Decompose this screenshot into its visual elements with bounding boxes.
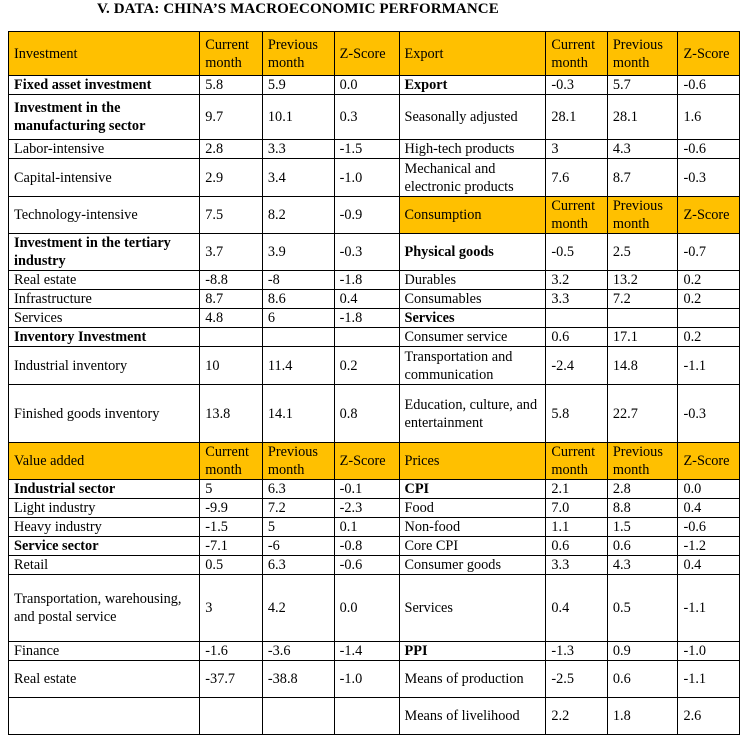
table-cell: 3.4 (262, 159, 334, 197)
table-cell: 8.2 (262, 197, 334, 234)
table-cell: 13.2 (607, 271, 678, 290)
table-row (9, 328, 740, 347)
table-cell: 14.1 (262, 385, 334, 443)
table-cell: 22.7 (607, 385, 678, 443)
table-cell: 0.4 (678, 556, 740, 575)
table-cell: 7.2 (262, 499, 334, 518)
table-cell: -1.0 (334, 661, 399, 698)
table-cell: Food (399, 499, 546, 518)
table-cell: 0.2 (334, 347, 399, 385)
table-cell: 0.9 (607, 642, 678, 661)
table-cell: High-tech products (399, 140, 546, 159)
table-cell: -2.5 (546, 661, 607, 698)
table-cell: 1.8 (607, 698, 678, 735)
table-cell: 6.3 (262, 556, 334, 575)
table-cell: Heavy industry (9, 518, 200, 537)
table-cell: -2.3 (334, 499, 399, 518)
table-cell: -0.6 (678, 140, 740, 159)
table-cell: -1.3 (546, 642, 607, 661)
table-cell (546, 309, 607, 328)
table-cell: 5 (262, 518, 334, 537)
table-cell: -1.5 (334, 140, 399, 159)
table-cell: 1.6 (678, 95, 740, 140)
table-cell: 10 (200, 347, 263, 385)
table-cell: 2.1 (546, 480, 607, 499)
table-cell: Labor-intensive (9, 140, 200, 159)
header-cell: Previous month (607, 443, 678, 480)
table-cell: Services (9, 309, 200, 328)
table-cell: -8 (262, 271, 334, 290)
header-cell: Z-Score (678, 32, 740, 76)
table-cell: 5.8 (200, 76, 263, 95)
table-cell: -1.4 (334, 642, 399, 661)
table-row (9, 480, 740, 499)
table-row (9, 197, 740, 234)
table-cell: Fixed asset investment (9, 76, 200, 95)
table-cell: Services (399, 575, 546, 642)
table-cell: 7.6 (546, 159, 607, 197)
table-cell: 0.0 (334, 76, 399, 95)
table-cell: Consumer service (399, 328, 546, 347)
table-cell: Education, culture, and entertainment (399, 385, 546, 443)
table-cell: 0.6 (607, 537, 678, 556)
table-cell: 3.3 (546, 290, 607, 309)
table-cell: 0.4 (546, 575, 607, 642)
table-cell: 3.9 (262, 234, 334, 271)
table-cell: 3.3 (262, 140, 334, 159)
table-cell: -0.3 (678, 159, 740, 197)
table-cell: 10.1 (262, 95, 334, 140)
header-cell: Current month (200, 32, 263, 76)
table-cell: 3 (546, 140, 607, 159)
header-cell: Consumption (399, 197, 546, 234)
table-cell: 6.3 (262, 480, 334, 499)
table-cell: 11.4 (262, 347, 334, 385)
table-cell: -7.1 (200, 537, 263, 556)
header-cell: Previous month (262, 443, 334, 480)
table-row (9, 556, 740, 575)
table-cell: Real estate (9, 271, 200, 290)
table-cell: -0.3 (546, 76, 607, 95)
table-cell: 5.7 (607, 76, 678, 95)
table-cell: -0.1 (334, 480, 399, 499)
macro-data-table (8, 31, 740, 735)
table-cell: Non-food (399, 518, 546, 537)
header-cell: Current month (546, 197, 607, 234)
table-cell: -1.0 (334, 159, 399, 197)
table-row (9, 32, 740, 76)
table-row (9, 159, 740, 197)
header-cell: Previous month (607, 197, 678, 234)
table-cell: Industrial sector (9, 480, 200, 499)
header-cell: Prices (399, 443, 546, 480)
table-cell: 0.3 (334, 95, 399, 140)
table-cell: 8.6 (262, 290, 334, 309)
table-cell: CPI (399, 480, 546, 499)
table-cell: 7.5 (200, 197, 263, 234)
table-cell: 5 (200, 480, 263, 499)
table-cell: Investment in the tertiary industry (9, 234, 200, 271)
table-row (9, 499, 740, 518)
table-cell: 0.6 (607, 661, 678, 698)
table-cell: 0.2 (678, 271, 740, 290)
table-cell: -0.3 (334, 234, 399, 271)
table-cell: Industrial inventory (9, 347, 200, 385)
table-row (9, 385, 740, 443)
table-cell: 3.2 (546, 271, 607, 290)
table-cell: Seasonally adjusted (399, 95, 546, 140)
header-cell: Current month (546, 32, 607, 76)
table-cell: 4.3 (607, 556, 678, 575)
table-cell (262, 698, 334, 735)
table-cell: -0.6 (678, 76, 740, 95)
table-cell: 5.8 (546, 385, 607, 443)
table-cell: Technology-intensive (9, 197, 200, 234)
table-cell: 2.9 (200, 159, 263, 197)
table-row (9, 575, 740, 642)
table-cell: -0.8 (334, 537, 399, 556)
table-cell: -0.7 (678, 234, 740, 271)
table-cell: 0.6 (546, 328, 607, 347)
header-cell: Z-Score (678, 197, 740, 234)
table-row (9, 290, 740, 309)
table-cell: -0.9 (334, 197, 399, 234)
table-cell: -1.8 (334, 271, 399, 290)
table-row (9, 347, 740, 385)
table-cell: -9.9 (200, 499, 263, 518)
table-cell: Inventory Investment (9, 328, 200, 347)
table-cell: 14.8 (607, 347, 678, 385)
table-cell: -1.8 (334, 309, 399, 328)
table-cell: 4.2 (262, 575, 334, 642)
table-cell: -0.3 (678, 385, 740, 443)
table-cell: 28.1 (546, 95, 607, 140)
table-cell: 0.5 (607, 575, 678, 642)
table-cell: 0.2 (678, 328, 740, 347)
table-cell: 3.7 (200, 234, 263, 271)
table-row (9, 642, 740, 661)
table-cell (334, 698, 399, 735)
table-cell: 0.6 (546, 537, 607, 556)
table-row (9, 698, 740, 735)
table-cell: 0.5 (200, 556, 263, 575)
table-body (9, 32, 740, 735)
table-cell: 28.1 (607, 95, 678, 140)
table-cell: 2.5 (607, 234, 678, 271)
table-cell: Transportation, warehousing, and postal service (9, 575, 200, 642)
table-cell: 0.4 (678, 499, 740, 518)
table-cell: 0.2 (678, 290, 740, 309)
table-cell: 2.8 (200, 140, 263, 159)
table-cell: -6 (262, 537, 334, 556)
table-cell: 8.7 (607, 159, 678, 197)
table-row (9, 234, 740, 271)
table-cell: -37.7 (200, 661, 263, 698)
header-cell: Z-Score (334, 32, 399, 76)
page-title: V. DATA: CHINA’S MACROECONOMIC PERFORMANCE (97, 1, 499, 17)
table-cell: Export (399, 76, 546, 95)
table-cell: 1.5 (607, 518, 678, 537)
table-cell: Means of production (399, 661, 546, 698)
table-cell: 4.8 (200, 309, 263, 328)
header-cell: Current month (546, 443, 607, 480)
header-cell: Export (399, 32, 546, 76)
table-row (9, 309, 740, 328)
table-cell: Infrastructure (9, 290, 200, 309)
table-cell: 7.0 (546, 499, 607, 518)
table-cell: Capital-intensive (9, 159, 200, 197)
table-cell: 0.0 (334, 575, 399, 642)
table-cell (9, 698, 200, 735)
table-cell: 4.3 (607, 140, 678, 159)
table-cell: 8.8 (607, 499, 678, 518)
table-cell: Services (399, 309, 546, 328)
table-cell: -1.5 (200, 518, 263, 537)
table-cell: 2.2 (546, 698, 607, 735)
table-cell: 6 (262, 309, 334, 328)
table-cell: Real estate (9, 661, 200, 698)
table-cell: PPI (399, 642, 546, 661)
table-cell: -3.6 (262, 642, 334, 661)
table-row (9, 140, 740, 159)
table-row (9, 443, 740, 480)
table-cell: -0.5 (546, 234, 607, 271)
table-cell: -1.6 (200, 642, 263, 661)
header-cell: Z-Score (678, 443, 740, 480)
table-cell (200, 328, 263, 347)
table-cell: Light industry (9, 499, 200, 518)
table-cell: 3 (200, 575, 263, 642)
table-cell: Means of livelihood (399, 698, 546, 735)
table-row (9, 271, 740, 290)
header-cell: Previous month (607, 32, 678, 76)
table-cell: Investment in the manufacturing sector (9, 95, 200, 140)
table-cell: 7.2 (607, 290, 678, 309)
table-cell: Physical goods (399, 234, 546, 271)
table-row (9, 76, 740, 95)
table-cell: Mechanical and electronic products (399, 159, 546, 197)
header-cell: Investment (9, 32, 200, 76)
table-cell: -1.1 (678, 661, 740, 698)
table-cell: Consumables (399, 290, 546, 309)
table-cell (334, 328, 399, 347)
table-cell: Durables (399, 271, 546, 290)
table-cell: 17.1 (607, 328, 678, 347)
table-cell: 13.8 (200, 385, 263, 443)
header-cell: Value added (9, 443, 200, 480)
table-cell: -1.1 (678, 575, 740, 642)
table-cell: 0.8 (334, 385, 399, 443)
table-cell (678, 309, 740, 328)
table-cell (607, 309, 678, 328)
header-cell: Z-Score (334, 443, 399, 480)
table-cell: Service sector (9, 537, 200, 556)
header-cell: Previous month (262, 32, 334, 76)
table-cell: 0.1 (334, 518, 399, 537)
table-cell: Core CPI (399, 537, 546, 556)
table-cell: 5.9 (262, 76, 334, 95)
table-row (9, 518, 740, 537)
table-cell (200, 698, 263, 735)
table-cell (262, 328, 334, 347)
table-cell: 3.3 (546, 556, 607, 575)
table-row (9, 661, 740, 698)
table-cell: Finished goods inventory (9, 385, 200, 443)
header-cell: Current month (200, 443, 263, 480)
table-cell: 0.4 (334, 290, 399, 309)
table-cell: -8.8 (200, 271, 263, 290)
table-row (9, 537, 740, 556)
table-cell: 1.1 (546, 518, 607, 537)
table-cell: -0.6 (334, 556, 399, 575)
table-cell: -1.2 (678, 537, 740, 556)
table-cell: Consumer goods (399, 556, 546, 575)
table-cell: 8.7 (200, 290, 263, 309)
table-cell: Finance (9, 642, 200, 661)
table-row (9, 95, 740, 140)
table-cell: 2.6 (678, 698, 740, 735)
table-cell: Transportation and communication (399, 347, 546, 385)
table-cell: -0.6 (678, 518, 740, 537)
table-cell: 2.8 (607, 480, 678, 499)
table-cell: 9.7 (200, 95, 263, 140)
table-cell: -1.0 (678, 642, 740, 661)
table-cell: -1.1 (678, 347, 740, 385)
table-cell: -2.4 (546, 347, 607, 385)
table-cell: -38.8 (262, 661, 334, 698)
table-cell: 0.0 (678, 480, 740, 499)
table-cell: Retail (9, 556, 200, 575)
